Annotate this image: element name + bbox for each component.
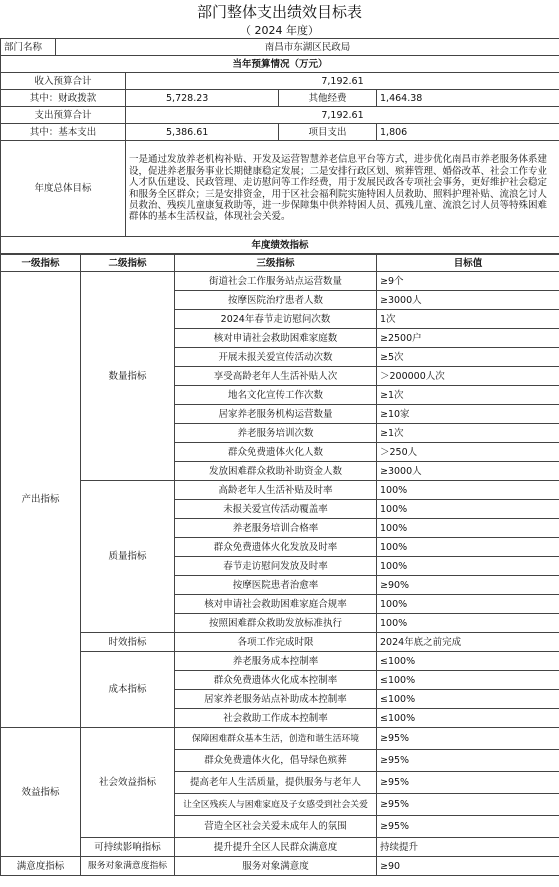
indicator-name: 2024年春节走访慰问次数 <box>175 310 377 329</box>
indicator-name: 高龄老年人生活补贴及时率 <box>175 481 377 500</box>
indicator-name: 营造全区社会关爱未成年人的氛围 <box>175 816 377 838</box>
income-other-label: 其他经费 <box>279 90 377 107</box>
indicator-value: ≥95% <box>377 794 559 816</box>
indicator-name: 按摩医院治疗患者人数 <box>175 291 377 310</box>
header-level2: 二级指标 <box>81 255 175 272</box>
level1-benefit: 效益指标 <box>1 728 81 857</box>
indicator-name: 居家养老服务站点补助成本控制率 <box>175 690 377 709</box>
indicator-name: 社会救助工作成本控制率 <box>175 709 377 728</box>
indicator-value: ≤100% <box>377 652 559 671</box>
level2-sustain: 可持续影响指标 <box>81 838 175 857</box>
indicator-value: ≤100% <box>377 709 559 728</box>
level1-output: 产出指标 <box>1 272 81 728</box>
indicator-name: 服务对象满意度 <box>175 857 377 876</box>
page-subtitle: （ 2024 年度） <box>240 24 319 37</box>
indicator-name: 春节走访慰问发放及时率 <box>175 557 377 576</box>
indicator-name: 保障困难群众基本生活，创造和谐生活环境 <box>175 728 377 750</box>
income-total-label: 收入预算合计 <box>1 73 126 90</box>
indicator-name: 街道社会工作服务站点运营数量 <box>175 272 377 291</box>
indicator-value: ≥10家 <box>377 405 559 424</box>
indicator-value: ≥5次 <box>377 348 559 367</box>
indicator-value: ≤100% <box>377 671 559 690</box>
indicator-name: 核对申请社会救助困难家庭合规率 <box>175 595 377 614</box>
indicator-value: 持续提升 <box>377 838 559 857</box>
indicator-value: 100% <box>377 538 559 557</box>
indicator-name: 地名文化宣传工作次数 <box>175 386 377 405</box>
indicator-value: 100% <box>377 500 559 519</box>
indicator-value: 100% <box>377 595 559 614</box>
indicator-name: 发放困难群众救助补助资金人数 <box>175 462 377 481</box>
indicator-value: ＞250人 <box>377 443 559 462</box>
indicator-value: 2024年底之前完成 <box>377 633 559 652</box>
indicator-name: 养老服务培训次数 <box>175 424 377 443</box>
indicator-value: 100% <box>377 614 559 633</box>
budget-header: 当年预算情况（万元） <box>1 56 559 73</box>
income-fiscal-label: 其中：财政拨款 <box>1 90 126 107</box>
indicator-table <box>0 254 559 876</box>
page-title: 部门整体支出绩效目标表 <box>196 3 362 21</box>
indicator-value: ≥95% <box>377 816 559 838</box>
indicator-name: 按照困难群众救助发放标准执行 <box>175 614 377 633</box>
indicator-value: ≥1次 <box>377 386 559 405</box>
level2-quantity: 数量指标 <box>81 272 175 481</box>
income-fiscal-value: 5,728.23 <box>126 90 279 107</box>
indicator-value: ≤100% <box>377 690 559 709</box>
header-level1: 一级指标 <box>1 255 81 272</box>
indicator-value: 100% <box>377 481 559 500</box>
expense-basic-value: 5,386.61 <box>126 124 279 141</box>
indicator-value: 1次 <box>377 310 559 329</box>
budget-table <box>0 38 559 254</box>
expense-total-label: 支出预算合计 <box>1 107 126 124</box>
indicator-value: ≥95% <box>377 772 559 794</box>
expense-project-value: 1,806 <box>377 124 559 141</box>
level2-timeliness: 时效指标 <box>81 633 175 652</box>
indicator-name: 开展未报关爱宣传活动次数 <box>175 348 377 367</box>
indicator-name: 居家养老服务机构运营数量 <box>175 405 377 424</box>
indicator-name: 提升提升全区人民群众满意度 <box>175 838 377 857</box>
indicator-value: ≥95% <box>377 728 559 750</box>
header-level3: 三级指标 <box>175 255 377 272</box>
indicator-name: 养老服务培训合格率 <box>175 519 377 538</box>
indicator-value: ≥2500户 <box>377 329 559 348</box>
indicator-value: 100% <box>377 557 559 576</box>
goal-label: 年度总体目标 <box>1 141 126 237</box>
indicator-value: ≥3000人 <box>377 291 559 310</box>
indicator-value: ≥3000人 <box>377 462 559 481</box>
indicator-value: ≥1次 <box>377 424 559 443</box>
level2-quality: 质量指标 <box>81 481 175 633</box>
level1-satisfaction: 满意度指标 <box>1 857 81 876</box>
perf-header: 年度绩效指标 <box>1 237 559 254</box>
income-other-value: 1,464.38 <box>377 90 559 107</box>
indicator-name: 提高老年人生活质量，提供服务与老年人 <box>175 772 377 794</box>
expense-project-label: 项目支出 <box>279 124 377 141</box>
expense-total-value: 7,192.61 <box>126 107 559 124</box>
indicator-name: 群众免费遗体火化，倡导绿色殡葬 <box>175 750 377 772</box>
indicator-name: 养老服务成本控制率 <box>175 652 377 671</box>
level2-satisfaction: 服务对象满意度指标 <box>81 857 175 876</box>
indicator-name: 按摩医院患者治愈率 <box>175 576 377 595</box>
header-target: 目标值 <box>377 255 559 272</box>
expense-basic-label: 其中：基本支出 <box>1 124 126 141</box>
indicator-name: 享受高龄老年人生活补贴人次 <box>175 367 377 386</box>
indicator-value: ≥90% <box>377 576 559 595</box>
goal-text: 一是通过发放养老机构补贴、开发及运营智慧养老信息平台等方式，进步优化南昌市养老服务体系建设，促进养老服务事业长期健康稳定发展；二是安排行政区划、殡葬管理、婚俗改革、社会工作专业人才队伍建设、民政管理、走访慰问等工作经费，用于发展民政各专项社会事务，更好维护社会稳定和服务全区群众；三是安排资金，用于区社会福利院实施特困人员救助、照料护理补贴、流浪乞讨人员救治、残疾儿童康复救助等，进一步保障集中供养特困人员、孤残儿童、流浪乞讨人员等特殊困难群体的基本生活权益，体现社会关爱。 <box>126 141 559 237</box>
income-total-value: 7,192.61 <box>126 73 559 90</box>
indicator-name: 群众免费遗体火化成本控制率 <box>175 671 377 690</box>
level2-social: 社会效益指标 <box>81 728 175 838</box>
indicator-name: 各项工作完成时限 <box>175 633 377 652</box>
indicator-value: ≥9个 <box>377 272 559 291</box>
dept-value: 南昌市东湖区民政局 <box>56 39 559 56</box>
indicator-name: 让全区残疾人与困难家庭及子女感受到社会关爱 <box>175 794 377 816</box>
indicator-name: 群众免费遗体火化发放及时率 <box>175 538 377 557</box>
indicator-name: 群众免费遗体火化人数 <box>175 443 377 462</box>
indicator-value: ≥95% <box>377 750 559 772</box>
dept-label: 部门名称 <box>1 39 56 56</box>
indicator-value: ＞200000人次 <box>377 367 559 386</box>
indicator-value: 100% <box>377 519 559 538</box>
indicator-value: ≥90 <box>377 857 559 876</box>
level2-cost: 成本指标 <box>81 652 175 728</box>
indicator-name: 核对申请社会救助困难家庭数 <box>175 329 377 348</box>
indicator-name: 未报关爱宣传活动覆盖率 <box>175 500 377 519</box>
